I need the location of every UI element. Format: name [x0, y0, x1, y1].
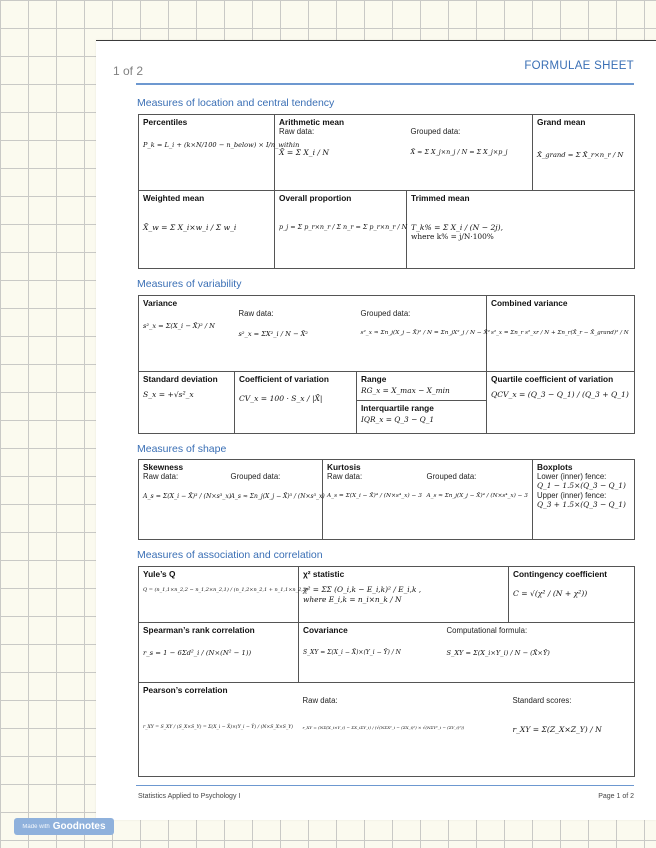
covariance-formula: S_XY = Σ(X_i − X̄)×(Y_i − Ȳ) / N: [303, 649, 401, 656]
header-rule: [136, 83, 634, 85]
cell-range: Range RG_x = X_max − X_min Interquartile range IQR_x = Q_3 − Q_1: [357, 372, 487, 434]
section-title-association: Measures of association and correlation: [137, 549, 323, 561]
cell-trimmed-mean: Trimmed mean T_k% = Σ X_i / (N − 2j), where k% = j/N·100%: [407, 191, 635, 269]
cell-overall-proportion: Overall proportion p_j = Σ p_r×n_r / Σ n_r = Σ p_r×n_r / N: [275, 191, 407, 269]
formulae-page: [96, 40, 656, 820]
skewness-grouped-formula: A_s ≈ Σn_j(X_j − X̄)³ / (N×s³_x): [230, 493, 325, 500]
cell-chi-square: χ² statistic χ² = ΣΣ (O_i,k − E_i,k)² / E_i,k , where E_i,k = n_i×n_k / N: [299, 567, 509, 623]
location-table: [138, 114, 635, 269]
cell-yules-q: Yule’s Q Q = (n_1,1×n_2,2 − n_1,2×n_2,1) / (n_1,2×n_2,1 + n_1,1×n_2,2): [139, 567, 299, 623]
cell-standard-scores: Standard scores: r_XY = Σ(Z_X×Z_Y) / N: [509, 683, 635, 777]
footer-rule: [136, 785, 634, 786]
variability-table: [138, 295, 635, 434]
weighted-mean-formula: X̄_w = Σ X_i×w_i / Σ w_i: [143, 223, 237, 232]
cell-kurtosis-grouped: Grouped data: A_s ≈ Σn_j(X_j − X̄)⁴ / (N×s⁴_x) − 3: [423, 460, 533, 540]
page-indicator: 1 of 2: [113, 64, 144, 78]
lower-fence-formula: Q_1 − 1.5×(Q_3 − Q_1): [537, 481, 626, 490]
arithmetic-mean-raw-formula: X̄ = Σ X_i / N: [279, 148, 330, 157]
section-title-shape: Measures of shape: [137, 443, 227, 455]
cell-coefficient-of-variation: Coefficient of variation CV_x = 100 · S_x / |X̄|: [235, 372, 357, 434]
coefficient-of-variation-formula: CV_x = 100 · S_x / |X̄|: [239, 394, 323, 403]
percentiles-formula: P_k = L_i + (k×N/100 − n_below) × I/n_within: [143, 141, 300, 149]
cell-skewness-grouped: Grouped data: A_s ≈ Σn_j(X_j − X̄)³ / (N×s³_x): [227, 460, 323, 540]
badge-brand: Goodnotes: [52, 821, 106, 832]
badge-prefix: Made with: [22, 823, 50, 830]
contingency-formula: C = √(χ² / (N + χ²)): [513, 589, 588, 598]
footer-course: Statistics Applied to Psychology I: [138, 793, 241, 800]
chi-square-formula: χ² = ΣΣ (O_i,k − E_i,k)² / E_i,k ,: [303, 585, 422, 594]
upper-fence-formula: Q_3 + 1.5×(Q_3 − Q_1): [537, 499, 626, 509]
variance-raw-formula: s²_x = ΣX²_i / N − X̄²: [238, 330, 308, 338]
goodnotes-badge[interactable]: [14, 818, 114, 835]
cell-weighted-mean: Weighted mean X̄_w = Σ X_i×w_i / Σ w_i: [139, 191, 275, 269]
association-table: [138, 566, 635, 777]
variance-formula: s²_x = Σ(X_i − X̄)² / N: [143, 322, 215, 330]
cell-computational: Computational formula: S_XY = Σ(X_i×Y_i) / N − (X̄×Ȳ): [443, 623, 635, 683]
grand-mean-formula: X̄_grand = Σ X̄_r×n_r / N: [537, 151, 624, 159]
cell-variance-grouped: Grouped data: s²_x ≈ Σn_j(X_j − X̄)² / N = Σn_jX²_j / N − X̄²: [357, 296, 487, 372]
shape-table: [138, 459, 635, 540]
combined-variance-formula: s²_x = Σn_r s²_xr / N + Σn_r(X̄_r − X̄_grand)² / N: [491, 330, 629, 336]
overall-proportion-formula: p_j = Σ p_r×n_r / Σ n_r = Σ p_r×n_r / N: [279, 223, 408, 231]
chi-square-where: where E_i,k = n_i×n_k / N: [303, 594, 402, 604]
footer-page: Page 1 of 2: [598, 793, 634, 800]
section-title-variability: Measures of variability: [137, 278, 242, 290]
pearson-raw-formula: r_XY = (NΣ(X_i×Y_i) − ΣX_iΣY_i) / (√(NΣX²_i − (ΣX_i)²) × √(NΣY²_i − (ΣY_i)²)): [302, 725, 465, 730]
cell-arithmetic-mean-grouped: Grouped data: X̄ ≈ Σ X_j×n_j / N = Σ X_j×p_j: [407, 115, 533, 191]
cell-contingency: Contingency coefficient C = √(χ² / (N + χ²)): [509, 567, 635, 623]
cell-quartile-cv: Quartile coefficient of variation QCV_x = (Q_3 − Q_1) / (Q_3 + Q_1): [487, 372, 635, 434]
skewness-raw-formula: A_s = Σ(X_i − X̄)³ / (N×s³_x): [143, 493, 232, 500]
trimmed-mean-formula: T_k% = Σ X_i / (N − 2j),: [411, 223, 504, 232]
cell-covariance: Covariance S_XY = Σ(X_i − X̄)×(Y_i − Ȳ) / N: [299, 623, 443, 683]
quartile-cv-formula: QCV_x = (Q_3 − Q_1) / (Q_3 + Q_1): [491, 390, 629, 399]
cell-combined-variance: Combined variance s²_x = Σn_r s²_xr / N + Σn_r(X̄_r − X̄_grand)² / N: [487, 296, 635, 372]
section-title-location: Measures of location and central tendency: [137, 97, 335, 109]
cell-spearman: Spearman’s rank correlation r_s = 1 − 6Σd²_i / (N×(N² − 1)): [139, 623, 299, 683]
arithmetic-mean-grouped-formula: X̄ ≈ Σ X_j×n_j / N = Σ X_j×p_j: [410, 148, 508, 156]
standard-scores-formula: r_XY = Σ(Z_X×Z_Y) / N: [512, 725, 602, 734]
cell-arithmetic-mean: Arithmetic mean Raw data: X̄ = Σ X_i / N: [275, 115, 407, 191]
spearman-formula: r_s = 1 − 6Σd²_i / (N×(N² − 1)): [143, 649, 252, 657]
iqr-formula: IQR_x = Q_3 − Q_1: [361, 414, 435, 424]
cell-pearson-raw: Raw data: r_XY = (NΣ(X_i×Y_i) − ΣX_iΣY_i) / (√(NΣX²_i − (ΣX_i)²) × √(NΣY²_i − (ΣY_i)²)): [299, 683, 509, 777]
cell-variance-raw: Raw data: s²_x = ΣX²_i / N − X̄²: [235, 296, 357, 372]
kurtosis-grouped-formula: A_s ≈ Σn_j(X_j − X̄)⁴ / (N×s⁴_x) − 3: [426, 493, 528, 499]
cell-kurtosis: Kurtosis Raw data: A_s = Σ(X_i − X̄)⁴ / (N×s⁴_x) − 3: [323, 460, 423, 540]
range-formula: RG_x = X_max − X_min: [361, 386, 450, 395]
cell-variance: Variance s²_x = Σ(X_i − X̄)² / N: [139, 296, 235, 372]
cell-standard-deviation: Standard deviation S_x = +√s²_x: [139, 372, 235, 434]
variance-grouped-formula: s²_x ≈ Σn_j(X_j − X̄)² / N = Σn_jX²_j / N − X̄²: [360, 330, 491, 336]
yules-q-formula: Q = (n_1,1×n_2,2 − n_1,2×n_2,1) / (n_1,2×n_2,1 + n_1,1×n_2,2): [143, 587, 309, 593]
pearson-formula: r_XY = S_XY / (S_X×S_Y) = Σ(X_i − X̄)×(Y_i − Ȳ) / (N×S_X×S_Y): [143, 725, 294, 730]
cell-percentiles: Percentiles P_k = L_i + (k×N/100 − n_below) × I/n_within: [139, 115, 275, 191]
computational-formula: S_XY = Σ(X_i×Y_i) / N − (X̄×Ȳ): [446, 649, 550, 657]
sheet-title: FORMULAE SHEET: [524, 60, 634, 72]
kurtosis-raw-formula: A_s = Σ(X_i − X̄)⁴ / (N×s⁴_x) − 3: [327, 493, 422, 499]
cell-grand-mean: Grand mean X̄_grand = Σ X̄_r×n_r / N: [533, 115, 635, 191]
trimmed-mean-where: where k% = j/N·100%: [411, 232, 494, 241]
cell-boxplots: Boxplots Lower (inner) fence: Q_1 − 1.5×(Q_3 − Q_1) Upper (inner) fence: Q_3 + 1.5×(Q_3 − Q_1): [533, 460, 635, 540]
cell-pearson: Pearson’s correlation r_XY = S_XY / (S_X×S_Y) = Σ(X_i − X̄)×(Y_i − Ȳ) / (N×S_X×S_Y): [139, 683, 299, 777]
standard-deviation-formula: S_x = +√s²_x: [143, 390, 194, 399]
cell-skewness: Skewness Raw data: A_s = Σ(X_i − X̄)³ / (N×s³_x): [139, 460, 227, 540]
